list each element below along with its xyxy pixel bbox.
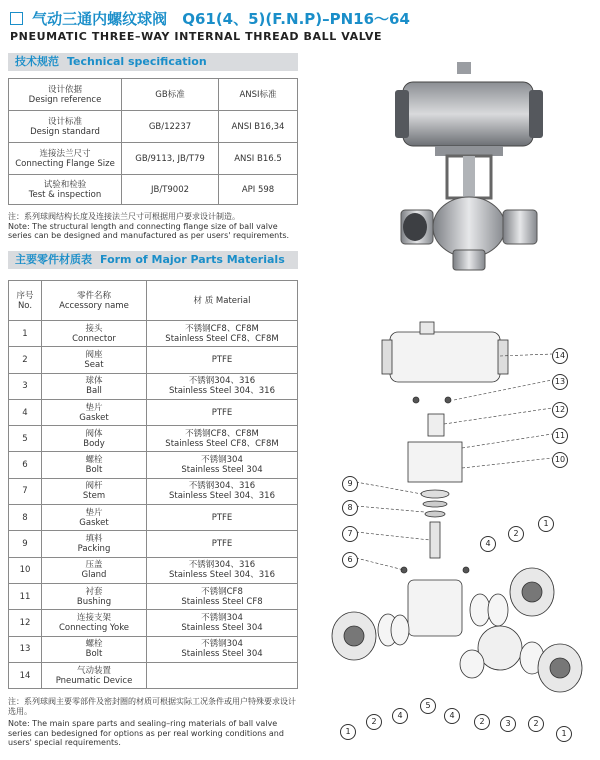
material-row — [9, 557, 298, 583]
material-part — [42, 505, 147, 531]
spec-ansi: API 598 — [219, 175, 298, 205]
material-part — [42, 373, 147, 399]
callout: 2 — [474, 714, 490, 730]
actuator-shaft-top — [457, 62, 471, 74]
materials-heading-cn: 主要零件材质表 — [15, 253, 92, 266]
spec-ansi: ANSI标准 — [219, 79, 298, 111]
header-no-no_cn: 序号 — [16, 290, 34, 301]
exploded-stem — [430, 522, 440, 558]
callout: 6 — [342, 552, 358, 568]
exploded-connector-left-hole — [344, 626, 364, 646]
material-spec — [147, 426, 298, 452]
material-spec — [147, 321, 298, 347]
actuator-body — [403, 82, 533, 146]
material-part-en: Stem — [82, 491, 106, 502]
spec-ansi: ANSI B16.5 — [219, 143, 298, 175]
material-part-en: Gland — [81, 570, 107, 581]
material-row — [9, 636, 298, 662]
callout: 8 — [342, 500, 358, 516]
material-part — [42, 478, 147, 504]
callout: 1 — [556, 726, 572, 742]
material-spec — [147, 399, 298, 425]
spec-gb: JB/T9002 — [122, 175, 219, 205]
callout: 9 — [342, 476, 358, 492]
material-no: 11 — [9, 583, 42, 609]
material-part — [42, 321, 147, 347]
callout: 4 — [444, 708, 460, 724]
material-row — [9, 321, 298, 347]
material-spec — [147, 373, 298, 399]
material-part-en: Bushing — [76, 596, 112, 607]
material-no: 9 — [9, 531, 42, 557]
material-no: 8 — [9, 505, 42, 531]
title-en: PNEUMATIC THREE–WAY INTERNAL THREAD BALL VALVE — [10, 30, 383, 43]
material-part-en: Ball — [86, 386, 102, 397]
material-part-en: Connecting Yoke — [58, 622, 130, 633]
material-part-cn: 阀杆 — [85, 481, 103, 492]
material-part-cn: 填料 — [85, 534, 103, 545]
material-part-cn: 连接支架 — [76, 612, 111, 623]
material-spec-line1: 不锈钢CF8 — [201, 586, 243, 597]
material-part — [42, 583, 147, 609]
exploded-packing — [423, 501, 447, 507]
material-no: 12 — [9, 610, 42, 636]
material-row — [9, 531, 298, 557]
exploded-bolt-13b — [445, 397, 451, 403]
material-no: 4 — [9, 399, 42, 425]
material-no: 2 — [9, 347, 42, 373]
material-row — [9, 399, 298, 425]
exploded-gasket-right — [470, 594, 490, 626]
material-part-cn: 气动装置 — [76, 665, 111, 676]
material-spec-line2: Stainless Steel CF8、CF8M — [165, 333, 279, 344]
material-spec — [147, 505, 298, 531]
material-spec-line2: Stainless Steel 304、316 — [168, 491, 276, 502]
material-part-cn: 阀体 — [85, 428, 103, 439]
material-spec-line1: 不锈钢CF8、CF8M — [185, 323, 259, 334]
page-title — [10, 8, 590, 29]
spec-row — [9, 111, 298, 143]
exploded-bolt-6a — [401, 567, 407, 573]
callout: 1 — [538, 516, 554, 532]
material-part-en: Gasket — [79, 412, 109, 423]
materials-note — [8, 697, 298, 748]
materials-heading-en: Form of Major Parts Materials — [100, 253, 285, 266]
header-name — [42, 281, 147, 321]
exploded-gasket-bottom — [460, 650, 484, 678]
exploded-body — [408, 580, 462, 636]
spec-item-cn: 设计依据 — [47, 84, 82, 95]
material-row — [9, 583, 298, 609]
spec-item-cn: 试验和检验 — [43, 179, 87, 190]
exploded-seat-right — [488, 594, 508, 626]
spec-gb: GB/9113, JB/T79 — [122, 143, 219, 175]
material-part — [42, 531, 147, 557]
spec-item-en: Design standard — [30, 126, 100, 137]
callout: 14 — [552, 348, 568, 364]
exploded-view — [320, 318, 600, 758]
spec-row — [9, 79, 298, 111]
material-no: 14 — [9, 662, 42, 688]
material-part-en: Gasket — [79, 517, 109, 528]
port-bottom — [453, 250, 485, 270]
material-spec — [147, 452, 298, 478]
materials-note-cn: 注：系列球阀主要零部件及密封圈的材质可根据实际工况条件或用户特殊要求设计选用。 — [8, 697, 296, 716]
header-name_cn: 零件名称 — [76, 290, 111, 301]
stem — [463, 156, 475, 202]
materials-note-en: Note: The main spare parts and sealing–ring materials of ball valve series can bedesigned for options as per real working conditions and users' special requirements. — [8, 719, 284, 747]
actuator-endcap-left — [395, 90, 409, 138]
material-spec-line1: PTFE — [211, 512, 233, 523]
material-part-cn: 螺栓 — [85, 639, 103, 650]
callout: 5 — [420, 698, 436, 714]
tech-spec-note — [8, 212, 298, 241]
tech-spec-heading-cn: 技术规范 — [15, 55, 59, 68]
tech-spec-heading-en: Technical specification — [67, 55, 207, 68]
material-row — [9, 373, 298, 399]
tech-spec-note-cn: 注：系列球阀结构长度及连接法兰尺寸可根据用户要求设计制造。 — [8, 212, 240, 221]
title-cn: 气动三通内螺纹球阀 — [32, 10, 168, 28]
material-spec-line1: 不锈钢304 — [201, 639, 243, 650]
material-part-en: Packing — [77, 544, 111, 555]
actuator-endcap-right — [529, 90, 543, 138]
callout: 2 — [366, 714, 382, 730]
material-spec — [147, 583, 298, 609]
material-part-cn: 螺栓 — [85, 455, 103, 466]
material-no: 7 — [9, 478, 42, 504]
material-part-en: Seat — [84, 359, 104, 370]
exploded-actuator-cap-left — [382, 340, 392, 374]
exploded-actuator-cap-right — [498, 340, 508, 374]
material-spec-line2: Stainless Steel 304 — [181, 622, 263, 633]
material-part-en: Pneumatic Device — [55, 675, 133, 686]
material-part-cn: 接头 — [85, 323, 103, 334]
material-part — [42, 347, 147, 373]
callout: 1 — [340, 724, 356, 740]
material-spec — [147, 557, 298, 583]
exploded-ball — [478, 626, 522, 670]
material-part — [42, 426, 147, 452]
material-spec-line1: 不锈钢CF8、CF8M — [185, 428, 259, 439]
material-part — [42, 399, 147, 425]
material-part — [42, 636, 147, 662]
callout: 3 — [500, 716, 516, 732]
spec-item — [9, 175, 122, 205]
exploded-yoke — [408, 442, 462, 482]
exploded-gasket-left — [391, 615, 409, 645]
callout: 10 — [552, 452, 568, 468]
exploded-actuator-shaft — [420, 322, 434, 334]
spec-item-en: Test & inspection — [28, 189, 102, 200]
material-spec-line2: Stainless Steel 304 — [181, 649, 263, 660]
spec-item-cn: 设计标准 — [47, 116, 82, 127]
callout: 13 — [552, 374, 568, 390]
header-no — [9, 281, 42, 321]
valve-photo — [395, 62, 545, 272]
tech-spec-table — [8, 78, 298, 205]
spec-item-cn: 连接法兰尺寸 — [39, 148, 91, 159]
material-spec — [147, 531, 298, 557]
spec-item-en: Design reference — [28, 94, 102, 105]
material-row — [9, 662, 298, 688]
material-part — [42, 557, 147, 583]
material-spec-line2: Stainless Steel 304、316 — [168, 570, 276, 581]
material-spec — [147, 347, 298, 373]
callout: 4 — [480, 536, 496, 552]
material-no: 10 — [9, 557, 42, 583]
material-no: 6 — [9, 452, 42, 478]
exploded-gland — [421, 490, 449, 498]
material-spec-line2: Stainless Steel 304 — [181, 465, 263, 476]
material-row — [9, 610, 298, 636]
materials-heading — [8, 251, 298, 269]
spec-item-en: Connecting Flange Size — [15, 158, 115, 169]
material-part-cn: 压盖 — [85, 560, 103, 571]
material-no: 3 — [9, 373, 42, 399]
material-spec-line1: PTFE — [211, 539, 233, 550]
spec-item — [9, 111, 122, 143]
material-part-cn: 垫片 — [85, 402, 103, 413]
exploded-bolt-13a — [413, 397, 419, 403]
material-row — [9, 426, 298, 452]
material-spec-line2: Stainless Steel 304、316 — [168, 386, 276, 397]
material-spec-line1: 不锈钢304 — [201, 612, 243, 623]
material-spec-line1: 不锈钢304、316 — [188, 376, 256, 387]
callout: 7 — [342, 526, 358, 542]
valve-body — [433, 197, 505, 257]
material-part — [42, 610, 147, 636]
exploded-bolt-6b — [463, 567, 469, 573]
material-part-cn: 垫片 — [85, 507, 103, 518]
material-spec-line2: Stainless Steel CF8 — [181, 596, 263, 607]
header-no-no_en: No. — [17, 300, 33, 311]
material-part-en: Bolt — [85, 649, 103, 660]
material-part-en: Body — [83, 438, 105, 449]
material-row — [9, 347, 298, 373]
material-spec — [147, 662, 298, 688]
spec-ansi: ANSI B16,34 — [219, 111, 298, 143]
callout: 4 — [392, 708, 408, 724]
material-spec-line2: Stainless Steel CF8、CF8M — [165, 438, 279, 449]
callout: 2 — [528, 716, 544, 732]
spec-item — [9, 143, 122, 175]
exploded-actuator — [390, 332, 500, 382]
exploded-connector-right-hole — [522, 582, 542, 602]
spec-row — [9, 175, 298, 205]
material-row — [9, 505, 298, 531]
callout: 2 — [508, 526, 524, 542]
material-part-en: Connector — [72, 333, 116, 344]
spec-item — [9, 79, 122, 111]
title-square-icon — [10, 12, 23, 25]
exploded-gasket — [425, 511, 445, 517]
material-no: 5 — [9, 426, 42, 452]
exploded-bushing — [428, 414, 444, 436]
material-row — [9, 452, 298, 478]
header-name_en: Accessory name — [59, 300, 129, 311]
callout: 12 — [552, 402, 568, 418]
material-spec — [147, 478, 298, 504]
header-material: 材 质 Material — [147, 281, 298, 321]
material-part-cn: 衬套 — [85, 586, 103, 597]
spec-row — [9, 143, 298, 175]
material-no: 1 — [9, 321, 42, 347]
material-part-cn: 阀座 — [85, 349, 103, 360]
material-spec — [147, 610, 298, 636]
material-spec-line1: 不锈钢304 — [201, 455, 243, 466]
material-spec-line1: 不锈钢304、316 — [188, 560, 256, 571]
tech-spec-heading — [8, 53, 298, 71]
material-row — [9, 478, 298, 504]
material-part-cn: 球体 — [85, 376, 103, 387]
spec-gb: GB/12237 — [122, 111, 219, 143]
exploded-connector-bottom-hole — [550, 658, 570, 678]
title-model: Q61(4、5)(F.N.P)–PN16～64 — [182, 10, 410, 28]
material-spec — [147, 636, 298, 662]
material-spec-line1: 不锈钢304、316 — [188, 481, 256, 492]
material-spec-line1: PTFE — [211, 354, 233, 365]
port-right — [503, 210, 537, 244]
spec-gb: GB标准 — [122, 79, 219, 111]
tech-spec-note-en: Note: The structural length and connecting flange size of ball valve series can be designed and manufactured as per users' requirements. — [8, 221, 290, 240]
port-left-opening — [403, 213, 427, 241]
material-part — [42, 452, 147, 478]
callout: 11 — [552, 428, 568, 444]
material-spec-line1: PTFE — [211, 407, 233, 418]
material-part — [42, 662, 147, 688]
material-no: 13 — [9, 636, 42, 662]
materials-table — [8, 280, 298, 689]
materials-header-row — [9, 281, 298, 321]
material-part-en: Bolt — [85, 465, 103, 476]
